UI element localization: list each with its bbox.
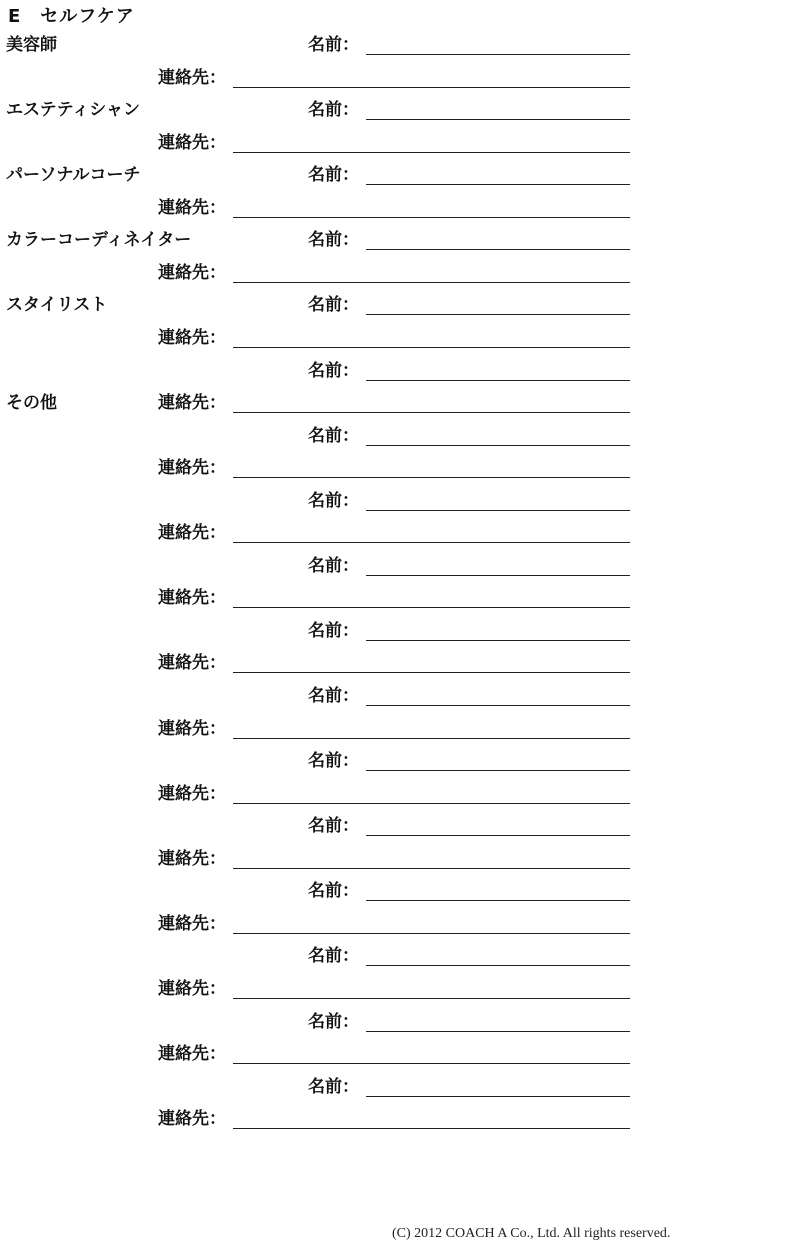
section-title: E セルフケア	[8, 6, 135, 27]
category-label: その他	[6, 393, 57, 414]
contact-input-line[interactable]	[233, 217, 630, 218]
contact-label: 連絡先：	[158, 718, 226, 739]
contact-input-line[interactable]	[233, 868, 630, 869]
contact-input-line[interactable]	[233, 152, 630, 153]
name-input-line[interactable]	[366, 1031, 630, 1032]
name-input-line[interactable]	[366, 380, 630, 381]
name-label: 名前：	[308, 35, 359, 55]
name-label: 名前：	[308, 555, 359, 576]
contact-label: 連絡先：	[158, 913, 226, 934]
name-label: 名前：	[308, 490, 359, 511]
contact-field-row	[0, 67, 800, 91]
contact-field-row	[0, 783, 800, 807]
contact-input-line[interactable]	[233, 477, 630, 478]
name-input-line[interactable]	[366, 835, 630, 836]
name-label: 名前：	[308, 100, 359, 121]
contact-field-row	[0, 718, 800, 742]
name-input-line[interactable]	[366, 1096, 630, 1097]
contact-input-line[interactable]	[233, 347, 630, 348]
contact-input-line[interactable]	[233, 738, 630, 739]
contact-field-row	[0, 1043, 800, 1067]
contact-input-line[interactable]	[233, 1063, 630, 1064]
contact-input-line[interactable]	[233, 1128, 630, 1129]
name-field-row	[0, 425, 800, 449]
contact-label: 連絡先：	[158, 1109, 226, 1130]
contact-input-line[interactable]	[233, 607, 630, 608]
name-field-row	[0, 1076, 800, 1100]
contact-label: 連絡先：	[158, 588, 226, 609]
name-field-row	[0, 685, 800, 709]
contact-input-line[interactable]	[233, 933, 630, 934]
name-field-row	[0, 555, 800, 579]
name-field-row	[0, 880, 800, 904]
contact-field-row	[0, 327, 800, 351]
name-label: 名前：	[308, 1011, 359, 1032]
contact-label: 連絡先：	[158, 978, 226, 999]
contact-field-row	[0, 262, 800, 286]
name-input-line[interactable]	[366, 54, 630, 55]
contact-label: 連絡先：	[158, 783, 226, 804]
name-label: 名前：	[308, 295, 359, 316]
contact-label: 連絡先：	[158, 848, 226, 869]
contact-input-line[interactable]	[233, 672, 630, 673]
contact-field-row	[0, 587, 800, 611]
name-field-row	[0, 620, 800, 644]
contact-label: 連絡先：	[158, 197, 226, 218]
name-label: 名前：	[308, 165, 359, 186]
name-input-line[interactable]	[366, 249, 630, 250]
contact-field-row	[0, 1108, 800, 1132]
category-label: スタイリスト	[6, 295, 108, 316]
contact-label: 連絡先：	[158, 327, 226, 348]
name-label: 名前：	[308, 1076, 359, 1097]
name-field-row	[0, 1011, 800, 1035]
contact-label: 連絡先：	[158, 1044, 226, 1065]
contact-input-line[interactable]	[233, 412, 630, 413]
name-input-line[interactable]	[366, 184, 630, 185]
contact-label: 連絡先：	[158, 653, 226, 674]
name-field-row	[0, 229, 800, 253]
name-input-line[interactable]	[366, 770, 630, 771]
contact-field-row	[0, 522, 800, 546]
name-label: 名前：	[308, 425, 359, 446]
contact-label: 連絡先：	[158, 67, 226, 88]
contact-field-row	[0, 392, 800, 416]
contact-input-line[interactable]	[233, 87, 630, 88]
name-label: 名前：	[308, 686, 359, 706]
name-field-row	[0, 34, 800, 58]
name-label: 名前：	[308, 751, 359, 772]
name-field-row	[0, 164, 800, 188]
contact-field-row	[0, 848, 800, 872]
name-input-line[interactable]	[366, 445, 630, 446]
contact-label: 連絡先：	[158, 262, 226, 283]
name-input-line[interactable]	[366, 510, 630, 511]
contact-label: 連絡先：	[158, 523, 226, 544]
contact-input-line[interactable]	[233, 282, 630, 283]
name-field-row	[0, 360, 800, 384]
contact-input-line[interactable]	[233, 803, 630, 804]
name-label: 名前：	[308, 946, 359, 967]
contact-field-row	[0, 978, 800, 1002]
name-input-line[interactable]	[366, 119, 630, 120]
contact-field-row	[0, 132, 800, 156]
name-label: 名前：	[308, 881, 359, 902]
name-label: 名前：	[308, 620, 359, 641]
name-input-line[interactable]	[366, 900, 630, 901]
category-label: 美容師	[6, 35, 57, 55]
name-field-row	[0, 815, 800, 839]
category-label: カラーコーディネイター	[6, 230, 192, 251]
contact-field-row	[0, 913, 800, 937]
copyright-text: (C) 2012 COACH A Co., Ltd. All rights reserved.	[392, 1226, 671, 1241]
name-field-row	[0, 99, 800, 123]
name-field-row	[0, 490, 800, 514]
name-input-line[interactable]	[366, 965, 630, 966]
name-label: 名前：	[308, 360, 359, 381]
name-label: 名前：	[308, 230, 359, 251]
contact-field-row	[0, 457, 800, 481]
name-input-line[interactable]	[366, 575, 630, 576]
contact-label: 連絡先：	[158, 132, 226, 153]
category-label: エステティシャン	[6, 100, 140, 121]
contact-label: 連絡先：	[158, 458, 226, 479]
contact-label: 連絡先：	[158, 393, 226, 414]
name-input-line[interactable]	[366, 314, 630, 315]
name-field-row	[0, 945, 800, 969]
name-input-line[interactable]	[366, 705, 630, 706]
contact-field-row	[0, 652, 800, 676]
name-field-row	[0, 750, 800, 774]
name-field-row	[0, 294, 800, 318]
contact-input-line[interactable]	[233, 998, 630, 999]
name-input-line[interactable]	[366, 640, 630, 641]
name-label: 名前：	[308, 816, 359, 837]
category-label: パーソナルコーチ	[6, 165, 141, 186]
contact-input-line[interactable]	[233, 542, 630, 543]
contact-field-row	[0, 197, 800, 221]
